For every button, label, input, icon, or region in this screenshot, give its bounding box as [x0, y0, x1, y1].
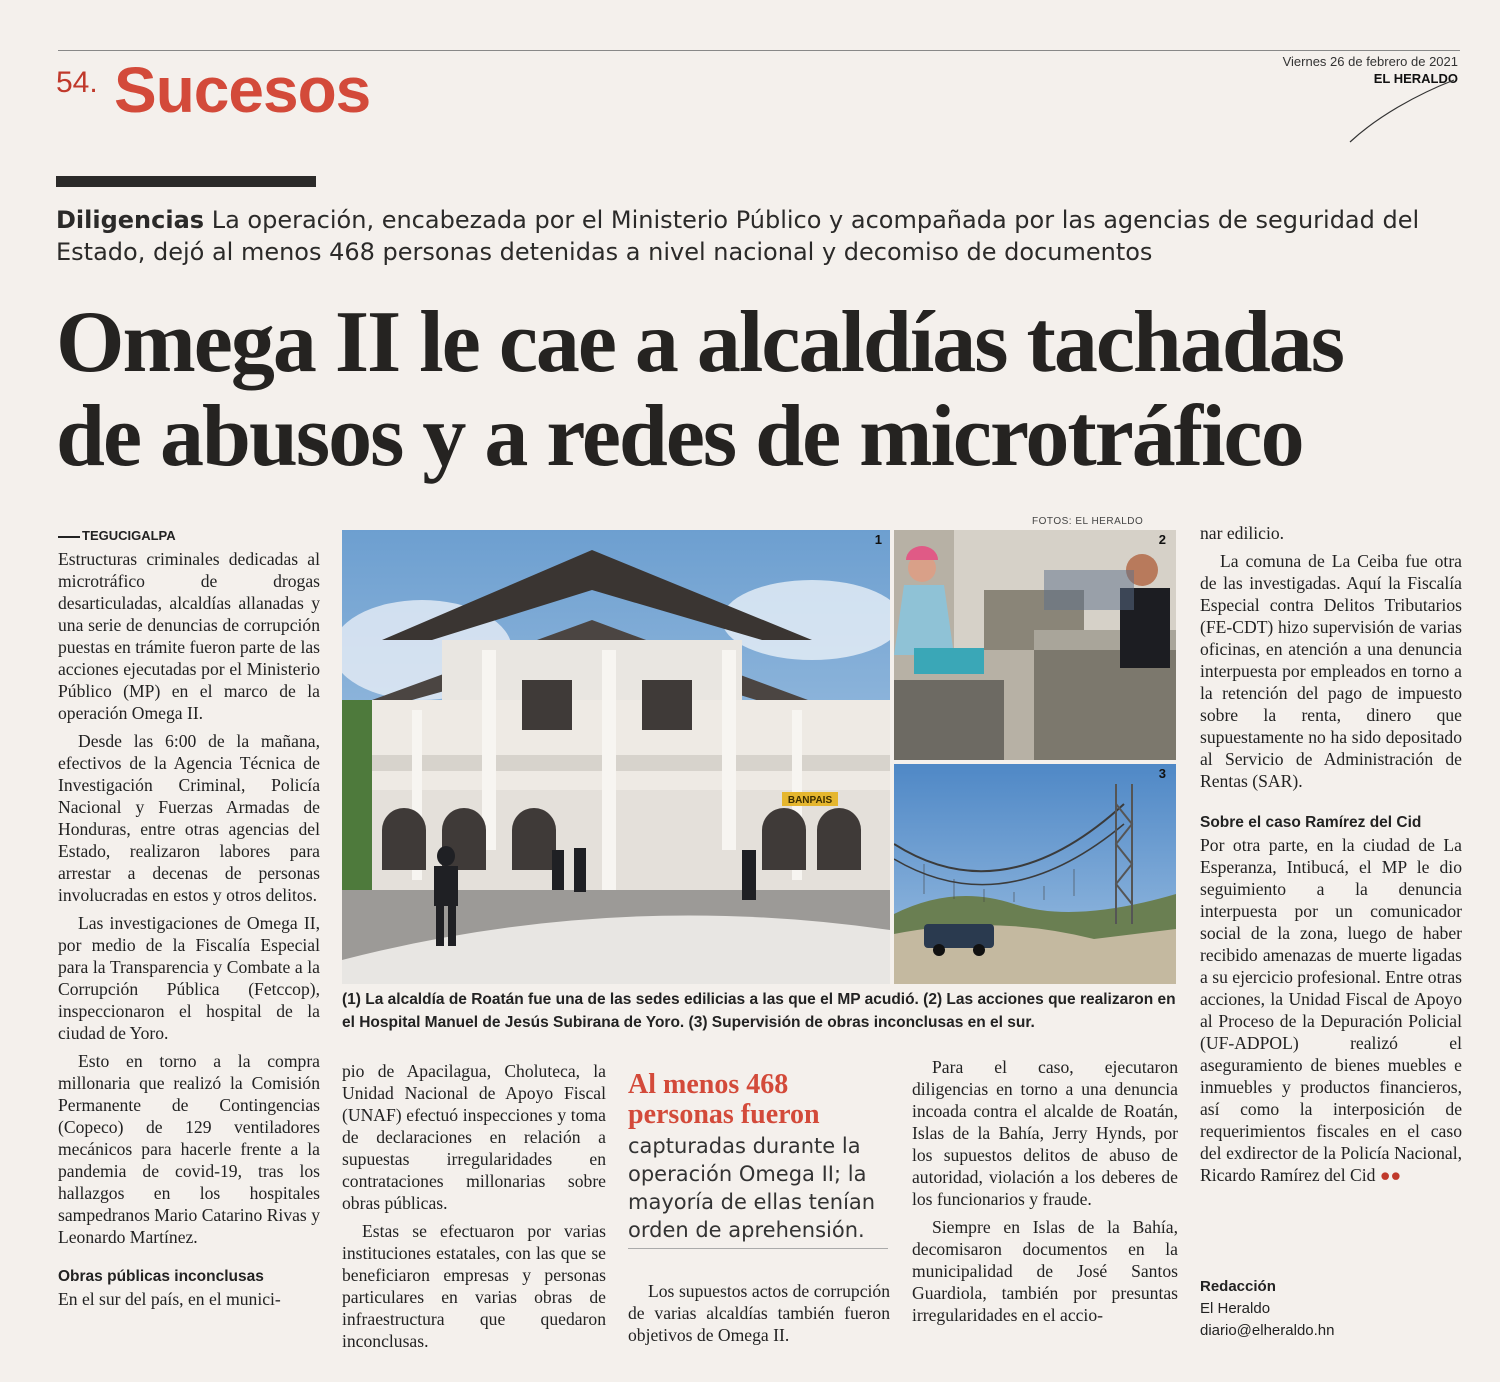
section-rule	[56, 176, 316, 187]
paragraph: Estructuras criminales dedicadas al microtráfico de drogas desarticuladas, alcaldías allanadas y una serie de denuncias de corrupción puestas en trámite fueron parte de las acciones ejecutadas por el Ministerio Público (MP) en el marco de la operación Omega II.	[58, 549, 320, 723]
pullquote-rule	[628, 1248, 888, 1249]
section-title: Sucesos	[114, 54, 371, 126]
photo-number-3: 3	[1158, 766, 1166, 781]
headline	[56, 296, 1476, 484]
paragraph: La comuna de La Ceiba fue otra de las investigadas. Aquí la Fiscalía Especial contra Delitos Tributarios (FE-CDT) hizo supervisión de varias oficinas, en atención a una denuncia interpuesta por empleados en torno a la retención del pago de impuesto sobre la renta, dinero que supuestamente no ha sido depositado al Servicio de Administración de Rentas (SAR).	[1200, 551, 1462, 791]
column-1	[58, 548, 320, 1310]
byline-email: diario@elheraldo.hn	[1200, 1322, 1335, 1339]
subhead-obras: Obras públicas inconclusas	[58, 1268, 264, 1285]
page-number: 54.	[56, 66, 98, 99]
byline-label: Redacción	[1200, 1278, 1276, 1295]
paragraph: Esto en torno a la compra millonaria que realizó la Comisión Permanente de Contingencias (Copeco) de 129 ventiladores mecánicos para hacerle frente a la pandemia de covid-19, tras los hallazgos en los hospitales sampedranos Mario Catarino Rivas y Leonardo Martínez.	[58, 1051, 320, 1247]
issue-date: Viernes 26 de febrero de 2021	[1282, 54, 1458, 69]
column-3	[628, 1280, 890, 1346]
photo-credit: FOTOS: EL HERALDO	[1032, 516, 1144, 527]
paragraph: Los supuestos actos de corrupción de varias alcaldías también fueron objetivos de Omega II.	[628, 1281, 890, 1345]
paragraph: Estas se efectuaron por varias instituciones estatales, con las que se beneficiaron empresas y personas particulares en varias obras de infraestructura que quedaron inconclusas.	[342, 1221, 606, 1351]
dateline: TEGUCIGALPA	[58, 528, 176, 543]
subhead-ramirez: Sobre el caso Ramírez del Cid	[1200, 814, 1422, 831]
end-mark: ●●	[1379, 1165, 1402, 1185]
paragraph: Por otra parte, en la ciudad de La Esperanza, Intibucá, el MP le dio seguimiento a la denuncia interpuesta por un comunicador social de la zona, luego de haber recibido amenazas de muerte ligadas a su ejercicio profesional. Entre otras acciones, la Unidad Fiscal de Apoyo al Proceso de la Depuración Policial (UF-ADPOL) realizó el aseguramiento de bienes muebles e inmuebles y productos financieros, así como la interposición de requerimientos fiscales en el caso del exdirector de la Policía Nacional, Ricardo Ramírez del Cid ●●	[1200, 835, 1462, 1185]
byline-name: El Heraldo	[1200, 1300, 1271, 1317]
headline-line-1: Omega II le cae a alcaldías tachadas	[56, 294, 1344, 391]
newspaper-name: EL HERALDO	[1373, 71, 1458, 86]
photo-caption: (1) La alcaldía de Roatán fue una de las sedes edilicias a las que el MP acudió. (2) Las acciones que realizaron en el Hospital Manuel de Jesús Subirana de Yoro. (3) Supervisión de obras inconclusas en el sur.	[342, 991, 1176, 1031]
deck-label: Diligencias	[56, 206, 205, 234]
top-rule	[58, 50, 1460, 51]
paragraph: Las investigaciones de Omega II, por medio de la Fiscalía Especial para la Transparencia y Combate a la Corrupción Pública (Fetccop), inspeccionaron el hospital de la ciudad de Yoro.	[58, 913, 320, 1043]
pen-stroke	[1348, 76, 1458, 146]
headline-line-2: de abusos y a redes de microtráfico	[56, 388, 1303, 485]
deck-text: La operación, encabezada por el Ministerio Público y acompañada por las agencias de seguridad del Estado, dejó al menos 468 personas detenidas a nivel nacional y decomiso de documentos	[56, 206, 1420, 266]
photo-bridge-south	[894, 764, 1176, 984]
column-4	[912, 1056, 1178, 1326]
bank-sign: BANPAIS	[787, 795, 833, 806]
paragraph: Para el caso, ejecutaron diligencias en torno a una denuncia incoada contra el alcalde de Roatán, Islas de la Bahía, Jerry Hynds, por los supuestos delitos de abuso de autoridad, violación a los deberes de los funcionarios y fraude.	[912, 1057, 1178, 1209]
photo-hospital-yoro	[894, 530, 1176, 760]
paragraph: Desde las 6:00 de la mañana, efectivos de la Agencia Técnica de Investigación Criminal, Policía Nacional y Fuerzas Armadas de Honduras, entre otras agencias del Estado, realizaron labores para arrestar a decenas de personas involucradas en estos y otros delitos.	[58, 731, 320, 905]
column-2	[342, 1060, 606, 1352]
pullquote-body: capturadas durante la operación Omega II; la mayoría de ellas tenían orden de aprehensión.	[628, 1134, 876, 1242]
paragraph: En el sur del país, en el munici-	[58, 1289, 281, 1309]
pullquote-headline: Al menos 468 personas fueron	[628, 1069, 820, 1130]
paragraph: pio de Apacilagua, Choluteca, la Unidad Nacional de Apoyo Fiscal (UNAF) efectuó inspecciones y toma de declaraciones en relación a supuestas irregularidades en contrataciones millonarias sobre obras públicas.	[342, 1061, 606, 1213]
paragraph: nar edilicio.	[1200, 523, 1285, 543]
photo-roatan-city-hall	[342, 530, 890, 984]
column-5	[1200, 522, 1462, 1186]
photo-number-2: 2	[1158, 532, 1166, 547]
byline-signature	[1200, 1276, 1462, 1342]
paragraph: Siempre en Islas de la Bahía, decomisaron documentos en la municipalidad de José Santos Guardiola, también por presuntas irregularidades en el accio-	[912, 1217, 1178, 1325]
deck	[56, 204, 1456, 268]
photo-number-1: 1	[874, 532, 882, 547]
